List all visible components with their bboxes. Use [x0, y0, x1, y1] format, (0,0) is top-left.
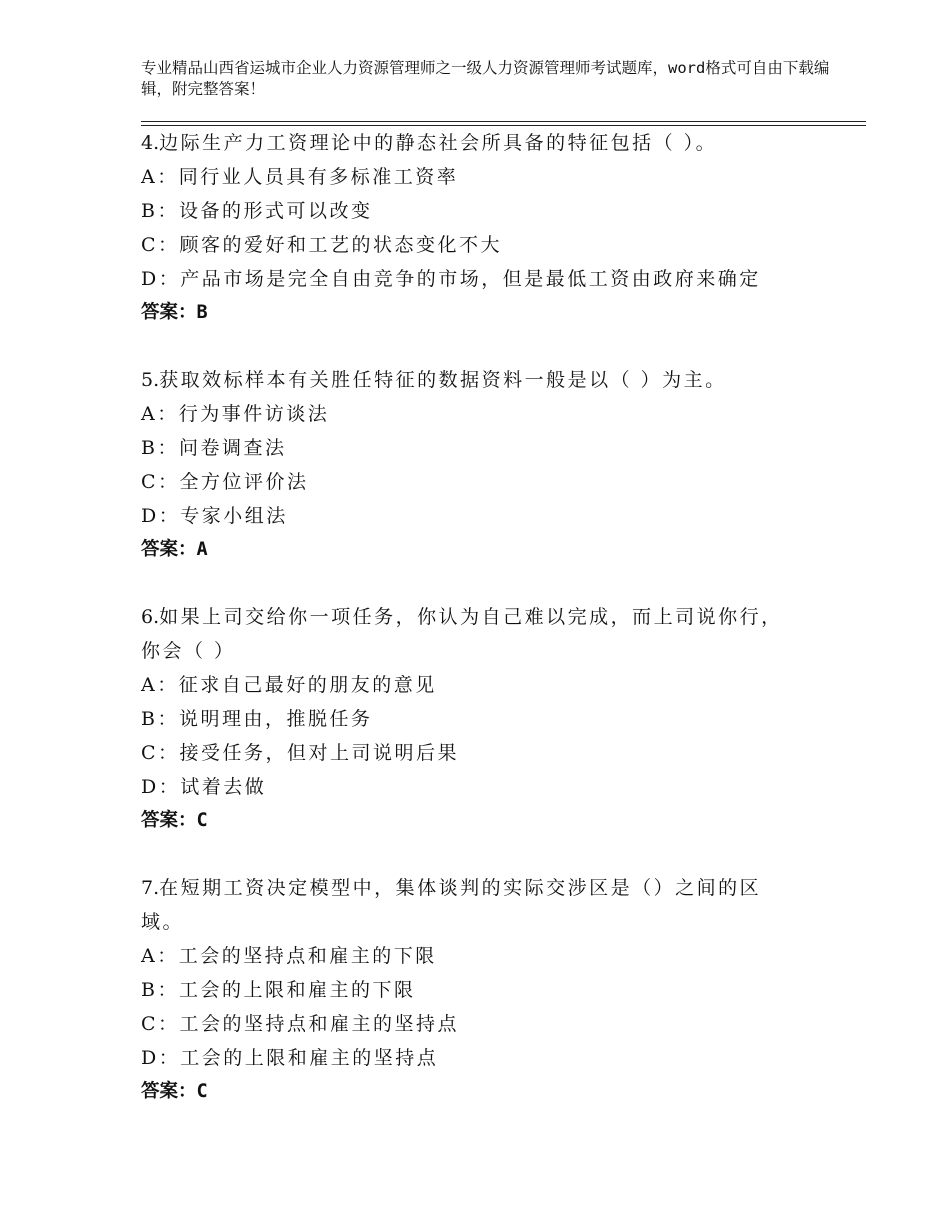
question-6 — [141, 600, 801, 838]
option-a: A：同行业人员具有多标准工资率 — [141, 166, 459, 188]
option-c: C：顾客的爱好和工艺的状态变化不大 — [141, 234, 503, 256]
question-number: 6. — [141, 606, 160, 628]
question-number: 4. — [141, 132, 160, 154]
answer-line — [141, 1075, 801, 1109]
question-7 — [141, 871, 801, 1109]
answer-line — [141, 804, 801, 838]
question-list — [141, 126, 801, 1109]
answer-label: 答案： — [141, 810, 197, 831]
question-stem — [141, 871, 801, 939]
answer-value: C — [196, 1081, 208, 1102]
question-text: 如果上司交给你一项任务，你认为自己难以完成，而上司说你行，你会（ ） — [141, 606, 783, 662]
header-divider-top — [141, 121, 866, 122]
question-text: 在短期工资决定模型中，集体谈判的实际交涉区是（）之间的区域。 — [141, 877, 762, 933]
question-4 — [141, 126, 801, 330]
question-stem — [141, 600, 801, 668]
option-b: B：工会的上限和雇主的下限 — [141, 979, 416, 1001]
option-b: B：问卷调查法 — [141, 437, 287, 459]
option-b: B：设备的形式可以改变 — [141, 200, 373, 222]
question-stem — [141, 363, 801, 397]
option-a: A：行为事件访谈法 — [141, 403, 330, 425]
question-5 — [141, 363, 801, 567]
answer-value: C — [196, 810, 208, 831]
answer-line — [141, 296, 801, 330]
question-text: 获取效标样本有关胜任特征的数据资料一般是以（ ）为主。 — [159, 369, 727, 391]
option-b: B：说明理由，推脱任务 — [141, 708, 373, 730]
answer-line — [141, 533, 801, 567]
answer-label: 答案： — [141, 302, 197, 323]
option-d: D：试着去做 — [141, 776, 267, 798]
answer-value: B — [196, 302, 208, 323]
option-d: D：专家小组法 — [141, 505, 288, 527]
question-text: 边际生产力工资理论中的静态社会所具备的特征包括（ ）。 — [159, 132, 718, 154]
answer-value: A — [196, 539, 208, 560]
option-c: C：工会的坚持点和雇主的坚持点 — [141, 1013, 460, 1035]
document-header — [141, 58, 831, 100]
answer-label: 答案： — [141, 539, 197, 560]
option-a: A：工会的坚持点和雇主的下限 — [141, 945, 437, 967]
option-d: D：工会的上限和雇主的坚持点 — [141, 1047, 439, 1069]
option-a: A：征求自己最好的朋友的意见 — [141, 674, 437, 696]
question-stem — [141, 126, 801, 160]
option-d: D：产品市场是完全自由竞争的市场，但是最低工资由政府来确定 — [141, 268, 761, 290]
option-c: C：全方位评价法 — [141, 471, 309, 493]
document-title: 专业精品山西省运城市企业人力资源管理师之一级人力资源管理师考试题库，word格式可自由下载编辑，附完整答案！ — [141, 59, 830, 98]
answer-label: 答案： — [141, 1081, 197, 1102]
option-c: C：接受任务，但对上司说明后果 — [141, 742, 460, 764]
question-number: 5. — [141, 369, 160, 391]
question-number: 7. — [141, 877, 160, 899]
